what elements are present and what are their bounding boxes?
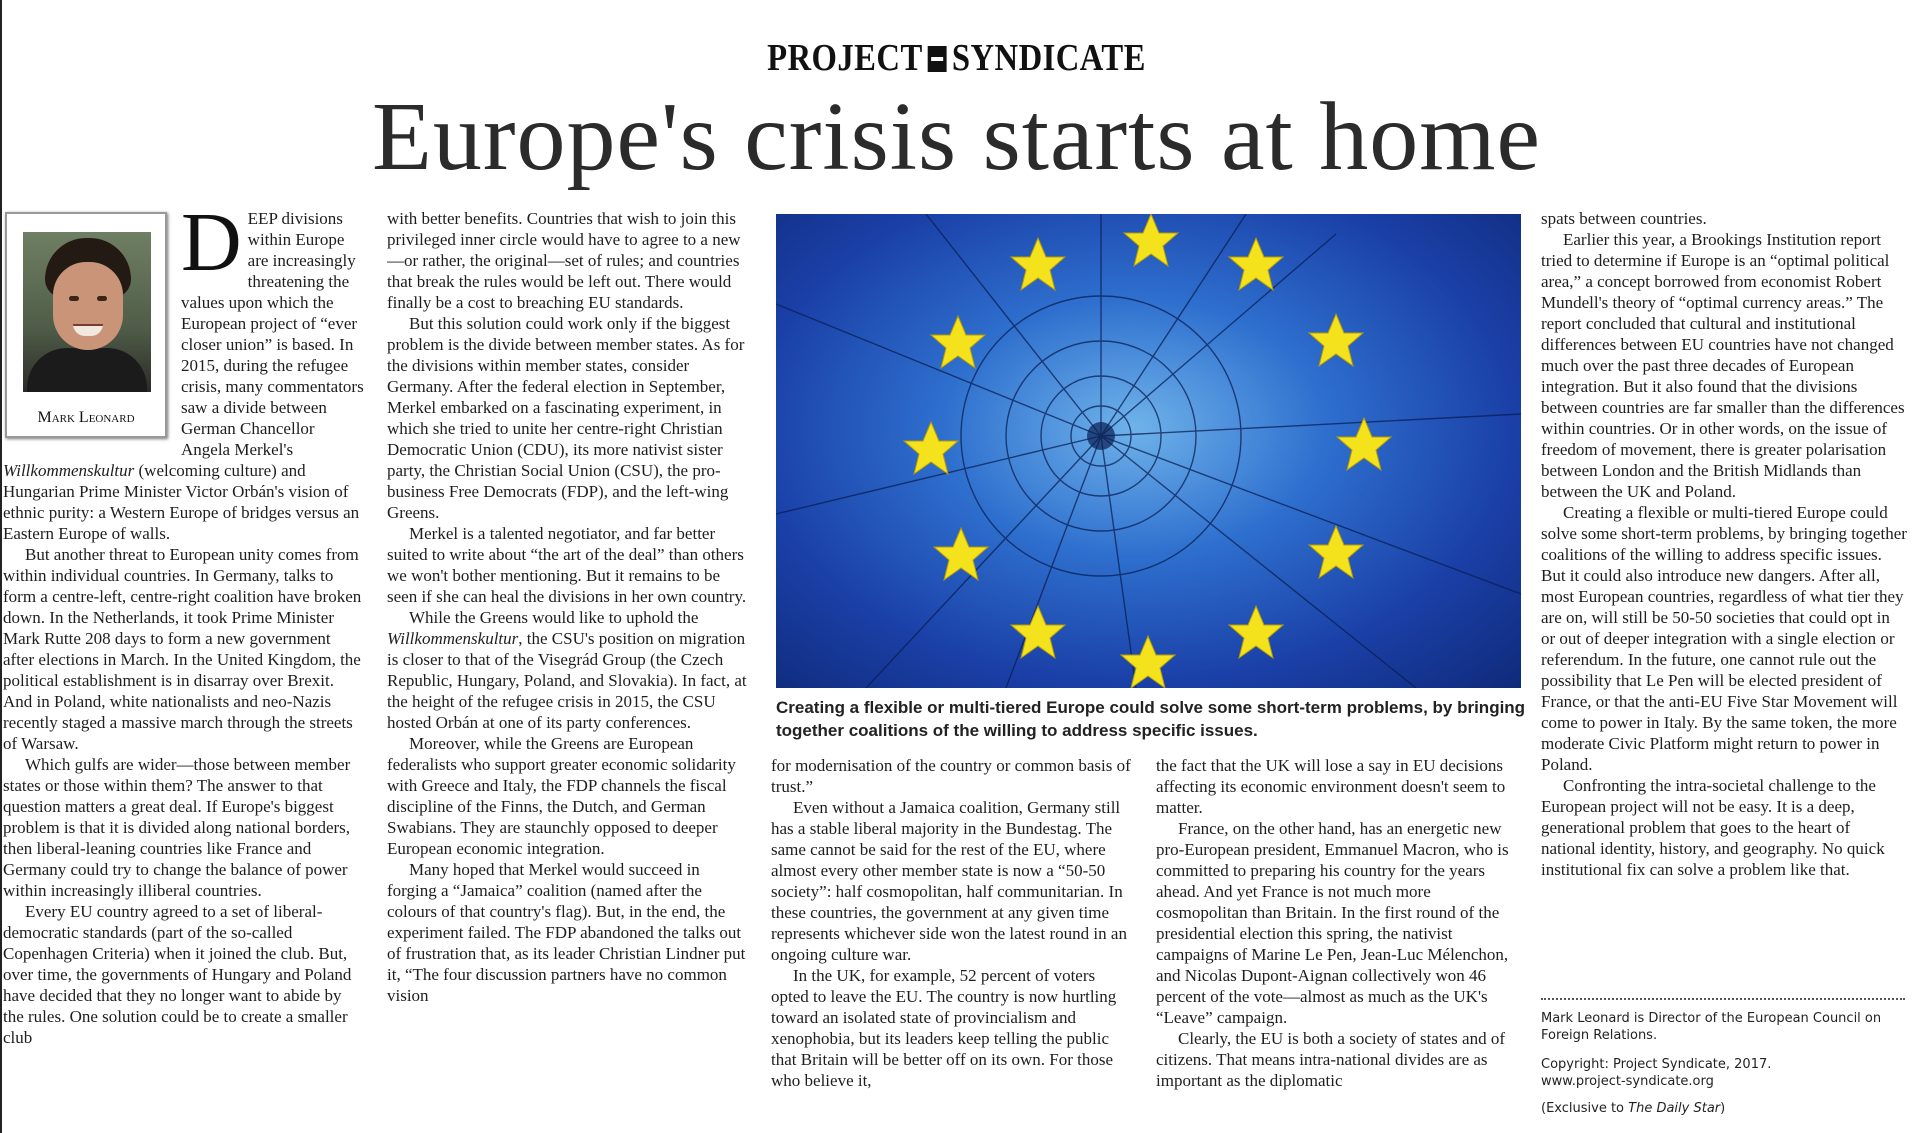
photo-caption: Creating a flexible or multi-tiered Europe could solve some short-term problems, by bringing together coalitions of the willing to address specific issues. <box>776 698 1526 740</box>
website-link[interactable]: www.project-syndicate.org <box>1541 1074 1714 1089</box>
author-portrait <box>23 232 151 392</box>
paragraph-14: the fact that the UK will lose a say in EU decisions affecting its economic environment doesn't seem to matter. <box>1156 756 1506 817</box>
paragraph-17: spats between countries. <box>1541 209 1707 228</box>
paragraph-6: But this solution could work only if the biggest problem is the divide between member states. As for the divisions within member states, consider Germany. After the federal election in September, Merkel embarked on a fascinating experiment, in which she tried to unite her centre-right Christian Democratic Union (CDU), its more nativist sister party, the Christian Social Union (CSU), the pro-business Free Democrats (FDP), and the left-wing Greens. <box>387 314 745 522</box>
masthead-left: PROJECT <box>767 37 923 79</box>
paragraph-20: Confronting the intra-societal challenge to the European project will not be easy. It is a deep, generational problem that goes to the heart of national identity, history, and geography. No quick institutional fix can solve a problem like that. <box>1541 776 1885 879</box>
paragraph-15: France, on the other hand, has an energetic new pro-European president, Emmanuel Macron, who is committed to preparing his country for the years ahead. And yet France is not much more cosmopolitan than Britain. In the first round of the presidential election this spring, the nativist campaigns of Marine Le Pen, Jean-Luc Mélenchon, and Nicolas Dupont-Aignan collectively won 46 percent of the vote—almost as much as the UK's “Leave” campaign. <box>1156 819 1509 1027</box>
paragraph-10: Many hoped that Merkel would succeed in forging a “Jamaica” coalition (named after the colours of that country's flag). But, in the end, the experiment failed. The FDP abandoned the talks out of frustration that, as its leader Christian Lindner put it, “The four discussion partners have no common vision <box>387 860 746 1005</box>
paragraph-8: While the Greens would like to uphold the Willkommenskultur, the CSU's position on migration is closer to that of the Visegrád Group (the Czech Republic, Hungary, Poland, and Slovakia). In fact, at the height of the refugee crisis in 2015, the CSU hosted Orbán at one of its party conferences. <box>387 608 747 732</box>
paragraph-5: with better benefits. Countries that wish to join this privileged inner circle would have to agree to a new—or rather, the original—set of rules; and countries that break the rules would be left out. There would finally be a cost to breaching EU standards. <box>387 209 741 312</box>
footer-divider <box>1541 998 1905 1000</box>
paragraph-1: DEEP divisions within Europe are increasingly threatening the values upon which the European project of “ever closer union” is based. In 2015, during the refugee crisis, many commentators saw a divide between German Chancellor Angela Merkel's Willkommenskultur (welcoming culture) and Hungarian Prime Minister Victor Orbán's vision of ethnic purity: a Western Europe of bridges versus an Eastern Europe of walls. <box>3 208 364 543</box>
paragraph-19: Creating a flexible or multi-tiered Europe could solve some short-term problems, by bringing together coalitions of the willing to address specific issues. But it could also introduce new dangers. After all, most European countries, regardless of what tier they are on, will still be 50-50 societies that could opt in or out of deeper integration with a single election or referendum. In the future, one cannot rule out the possibility that Le Pen will be elected president of France, or that the anti-EU Five Star Movement will come to power in Italy. By the same token, the more moderate Civic Platform might return to power in Poland. <box>1541 503 1907 774</box>
article-column-5 <box>1541 208 1907 1008</box>
author-byline: Mark Leonard <box>37 409 135 426</box>
eu-flag-photo <box>776 214 1521 688</box>
author-bio: Mark Leonard is Director of the European Council on Foreign Relations. <box>1541 1011 1882 1043</box>
syndicate-logo-icon <box>928 46 947 72</box>
paragraph-3: Which gulfs are wider—those between member states or those within them? The answer to that question matters a great deal. If Europe's biggest problem is that it is divided along national borders, then liberal-leaning countries like France and Germany could try to change the balance of power within increasingly illiberal countries. <box>3 755 351 900</box>
copyright-note <box>1541 1056 1907 1090</box>
exclusive-note: (Exclusive to The Daily Star) <box>1541 1101 1726 1116</box>
masthead <box>134 36 1779 80</box>
author-photo-box <box>5 212 167 438</box>
paragraph-18: Earlier this year, a Brookings Institution report tried to determine if Europe is an “optimal political area,” a concept borrowed from economist Robert Mundell's theory of “optimal currency areas.” The report concluded that cultural and institutional differences between EU countries have not changed much over the past three decades of European integration. But it also found that the divisions between countries are far smaller than the differences within countries. Or in other words, on the issue of freedom of movement, there is greater polarisation between London and the British Midlands than between the UK and Poland. <box>1541 230 1905 501</box>
paragraph-9: Moreover, while the Greens are European federalists who support greater economic solidarity with Greece and Italy, the FDP channels the fiscal discipline of the Finns, the Dutch, and German Swabians. They are staunchly opposed to deeper European economic integration. <box>387 734 736 858</box>
paragraph-11: for modernisation of the country or common basis of trust.” <box>771 756 1131 796</box>
paragraph-13: In the UK, for example, 52 percent of voters opted to leave the EU. The country is now hurtling toward an isolated state of provincialism and xenophobia, but its leaders keep telling the public that Britain will be better off on its own. For those who believe it, <box>771 966 1117 1090</box>
eu-flag-illustration <box>776 214 1521 688</box>
paragraph-4: Every EU country agreed to a set of liberal-democratic standards (part of the so-called Copenhagen Criteria) when it joined the club. But, over time, the governments of Hungary and Poland have decided that they no longer want to abide by the rules. One solution could be to create a smaller club <box>3 902 352 1047</box>
drop-cap: D <box>181 208 242 289</box>
paragraph-12: Even without a Jamaica coalition, Germany still has a stable liberal majority in the Bundestag. The same cannot be said for the rest of the EU, where almost every other member state is now a “50-50 society”: half cosmopolitan, half communitarian. In these countries, the government at any given time represents whichever side won the latest round in an ongoing culture war. <box>771 798 1127 964</box>
article-column-1 <box>3 208 365 1113</box>
paragraph-16: Clearly, the EU is both a society of states and of citizens. That means intra-national divides are as important as the diplomatic <box>1156 1029 1506 1090</box>
paragraph-7: Merkel is a talented negotiator, and far better suited to write about “the art of the deal” than others we won't bother mentioning. But it remains to be seen if she can heal the divisions in her own country. <box>387 524 747 606</box>
copyright-line: Copyright: Project Syndicate, 2017. <box>1541 1057 1772 1072</box>
headline: Europe's crisis starts at home <box>372 83 1541 191</box>
article-column-4 <box>1156 755 1520 1115</box>
masthead-right: SYNDICATE <box>951 37 1146 79</box>
article-column-2 <box>387 208 749 1113</box>
paragraph-2: But another threat to European unity comes from within individual countries. In Germany, talks to form a centre-left, centre-right coalition have broken down. In the Netherlands, it took Prime Minister Mark Rutte 208 days to form a new government after elections in March. In the United Kingdom, the political establishment is in disarray over Brexit. And in Poland, white nationalists and neo-Nazis recently staged a massive march through the streets of Warsaw. <box>3 545 362 753</box>
article-column-3 <box>771 755 1135 1115</box>
